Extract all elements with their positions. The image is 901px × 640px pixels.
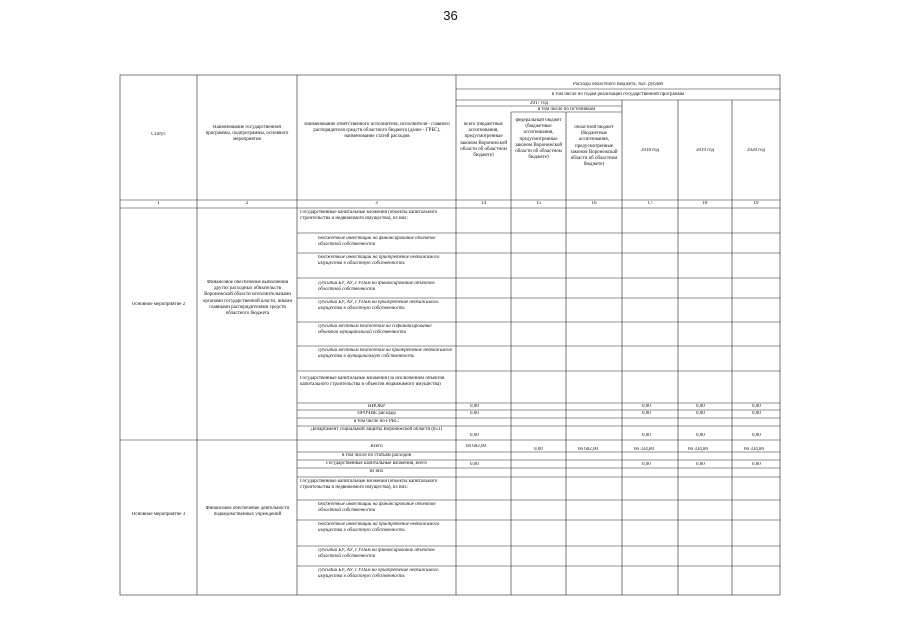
col-number: 16 <box>591 201 597 206</box>
col-number: 2 <box>245 201 249 206</box>
value-cell: 66 602,00 <box>466 444 486 449</box>
section-name: Финансовое обеспечение выполнения других расходных обязательств Воронежской области исполнительными органами государственной власти, иными главными распорядителями средств областного бюджета <box>202 280 293 317</box>
row-total: Всего <box>370 444 383 449</box>
row-budget-invest-objects: бюджетные инвестиции на финансирование объектов областной собственности <box>318 502 436 514</box>
row-budget-invest-property: бюджетные инвестиции на приобретение недвижимого имущества в областную собственность <box>318 255 440 267</box>
value-cell: 66 334,80 <box>634 447 654 452</box>
header-executor: Наименование ответственного исполнителя, исполнителя - главного распорядителя средств областного бюджета (далее - ГРБС), наименование статей расходов <box>304 122 450 140</box>
header-year-2017: 2017 год <box>529 101 549 106</box>
col-number: 14 <box>481 201 486 206</box>
value-cell: 0,00 <box>470 433 479 438</box>
value-cell: 0,00 <box>696 462 705 467</box>
value-cell: 0,00 <box>470 462 479 467</box>
row-by-articles: в том числе по статьям расходов <box>341 453 412 458</box>
row-cap-total: Государственные капитальные вложения, всего <box>326 461 427 466</box>
header-total-col: всего (бюджетные ассигнования, предусмотренные законом Воронежской области об областном бюджете) <box>459 122 508 159</box>
row-budget-invest-objects: бюджетные инвестиции на финансирование объектов областной собственности <box>318 236 436 248</box>
row-of-which: из них <box>369 469 384 474</box>
row-niokr: НИОКР <box>368 404 385 409</box>
value-cell: 0,00 <box>696 404 705 409</box>
header-program-name: Наименование государственной программы, подпрограммы, основного мероприятия <box>205 125 289 143</box>
header-year-2020: 2020 год <box>746 148 766 153</box>
row-local-objects: субсидии местным бюджетам на софинансирование объектов муниципальной собственности <box>318 324 432 336</box>
header-budget-title: Расходы областного бюджета, тыс. рублей <box>573 82 663 87</box>
value-cell: 0,00 <box>696 433 705 438</box>
value-cell: 66 334,80 <box>744 447 764 452</box>
header-status: Статус <box>151 132 166 137</box>
value-cell: 0,00 <box>642 404 651 409</box>
row-subsidy-property: субсидии БУ, АУ, ГУПам на приобретение недвижимого имущества в областную собственность <box>318 300 439 312</box>
header-regional-col: областной бюджет (бюджетные ассигнования, предусмотренные законом Воронежской области об областном бюджете) <box>570 125 618 168</box>
section-name: Финансовое обеспечение деятельности подведомственных учреждений <box>205 506 290 518</box>
row-cap-invest: Государственные капитальные вложения (объекты капитального строительства и недвижимого имущества), из них: <box>300 210 438 222</box>
col-number: 15 <box>536 201 541 206</box>
section-status: Основное мероприятие 2 <box>131 302 186 307</box>
header-by-sources: в том числе по источникам <box>537 107 596 112</box>
col-number: 1 <box>157 201 160 206</box>
value-cell: 0,00 <box>752 404 761 409</box>
section-status: Основное мероприятие 3 <box>131 512 186 517</box>
row-grbs: в том числе по ГРБС: <box>353 419 400 424</box>
row-budget-invest-property: бюджетные инвестиции на приобретение недвижимого имущества в областную собственность <box>318 522 440 534</box>
row-other: ПРОЧИЕ расходы <box>357 411 396 416</box>
row-cap-invest-excl: Государственные капитальные вложения (за исключением объектов капитального строительства и объектов недвижимого имущества) <box>300 376 445 388</box>
value-cell: 0,00 <box>642 433 651 438</box>
value-cell: 0,00 <box>642 411 651 416</box>
row-subsidy-objects: субсидии БУ, АУ, ГУПам на финансирование объектов областной собственности <box>318 281 435 293</box>
value-cell: 66 602,00 <box>578 447 598 452</box>
value-cell: 0,00 <box>752 411 761 416</box>
value-cell: 66 334,80 <box>688 447 708 452</box>
page-number: 36 <box>443 8 458 23</box>
value-cell: 0,00 <box>470 411 479 416</box>
row-department: Департамент социальной защиты Воронежской области (851) <box>310 427 443 432</box>
value-cell: 0,00 <box>642 462 651 467</box>
header-federal-col: федеральный бюджет (бюджетные ассигнования, предусмотренные законом Воронежской области об областном бюджете) <box>514 118 563 161</box>
value-cell: 0,00 <box>470 404 479 409</box>
row-subsidy-objects: субсидии БУ, АУ, ГУПам на финансирование объектов областной собственности <box>318 548 435 560</box>
col-number: 17 <box>647 201 653 206</box>
col-number: 19 <box>753 201 759 206</box>
header-year-2018: 2018 год <box>640 148 660 153</box>
row-local-property: субсидии местным бюджетам на приобретение недвижимого имущества в муниципальную собственность <box>318 348 453 360</box>
header-year-2019: 2019 год <box>695 148 715 153</box>
value-cell: 0,00 <box>534 447 543 452</box>
col-number: 3 <box>375 201 378 206</box>
col-number: 18 <box>702 201 708 206</box>
header-by-years: в том числе по годам реализации государственной программы <box>551 92 685 97</box>
row-subsidy-property: субсидии БУ, АУ, ГУПам на приобретение недвижимого имущества в областную собственность <box>318 568 439 580</box>
value-cell: 0,00 <box>752 462 761 467</box>
value-cell: 0,00 <box>696 411 705 416</box>
row-cap-invest: Государственные капитальные вложения (объекты капитального строительства и недвижимого имущества), из них: <box>300 479 438 491</box>
value-cell: 0,00 <box>752 433 761 438</box>
